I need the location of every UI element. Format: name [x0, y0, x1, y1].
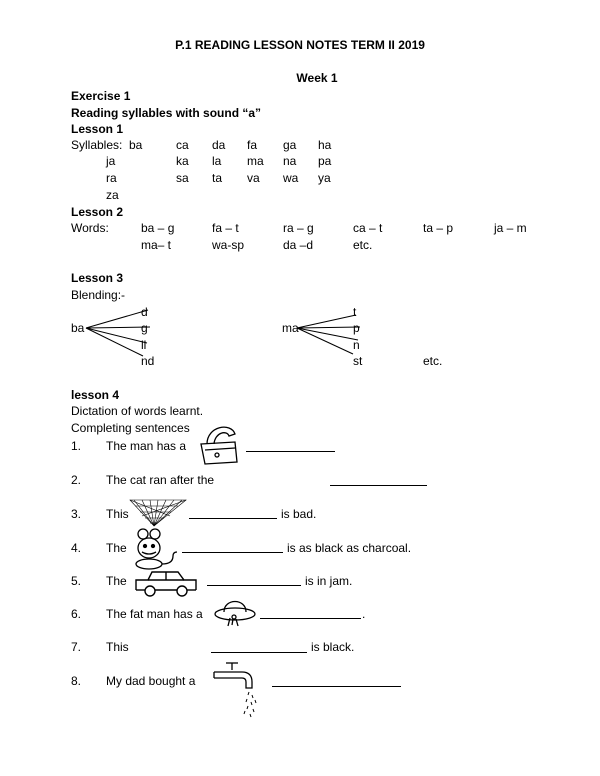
syllable: ga — [283, 138, 297, 152]
completing-text: Completing sentences — [71, 421, 190, 435]
blend-root-right: ma — [282, 321, 299, 335]
syllable: ra — [106, 171, 117, 185]
car-icon — [134, 568, 198, 598]
blend-root-left: ba — [71, 321, 85, 335]
word: ba – g — [141, 221, 175, 235]
sentence-number: 6. — [71, 607, 82, 621]
syllable: sa — [176, 171, 189, 185]
lesson4-heading: lesson 4 — [71, 388, 120, 402]
lesson1-heading: Lesson 1 — [71, 122, 124, 136]
sentence-number: 5. — [71, 574, 82, 588]
sentence-ending: is in jam. — [305, 574, 353, 588]
word: ca – t — [353, 221, 383, 235]
sentence-number: 7. — [71, 640, 82, 654]
hat-icon — [214, 594, 258, 628]
answer-blank[interactable] — [272, 686, 401, 687]
syllable: la — [212, 154, 222, 168]
rat-icon — [133, 526, 179, 570]
sentence-number: 8. — [71, 674, 82, 688]
blend-ending: nd — [141, 354, 155, 368]
lesson3-heading: Lesson 3 — [71, 271, 124, 285]
syllable: ka — [176, 154, 189, 168]
syllable: ma — [247, 154, 264, 168]
blend-ending: d — [141, 305, 148, 319]
sentence-number: 3. — [71, 507, 82, 521]
sentence-ending: is black. — [311, 640, 355, 654]
blend-ending: n — [353, 338, 360, 352]
answer-blank[interactable] — [189, 518, 277, 519]
answer-blank[interactable] — [207, 585, 301, 586]
word: ma– t — [141, 238, 172, 252]
lesson2-heading: Lesson 2 — [71, 205, 124, 219]
net-icon — [130, 498, 186, 528]
answer-blank[interactable] — [246, 451, 335, 452]
sentence-number: 4. — [71, 541, 82, 555]
words-label: Words: — [71, 221, 109, 235]
tap-icon — [212, 660, 264, 718]
syllable: fa — [247, 138, 258, 152]
syllables-label: Syllables: — [71, 138, 123, 152]
syllable: pa — [318, 154, 332, 168]
blend-ending: g — [141, 321, 148, 335]
blending-label: Blending:- — [71, 288, 126, 302]
sentence-text: This — [106, 507, 129, 521]
word: ja – m — [494, 221, 527, 235]
blend-etc: etc. — [423, 354, 443, 368]
blend-ending: ll — [141, 338, 147, 352]
syllable: ja — [106, 154, 116, 168]
syllable: da — [212, 138, 226, 152]
exercise-heading: Exercise 1 — [71, 89, 131, 103]
blend-ending: t — [353, 305, 357, 319]
word: ta – p — [423, 221, 454, 235]
sentence-text: My dad bought a — [106, 674, 196, 688]
syllable: wa — [283, 171, 299, 185]
word: ra – g — [283, 221, 314, 235]
sentence-number: 1. — [71, 439, 82, 453]
sentence-ending: is bad. — [281, 507, 317, 521]
sentence-text: This — [106, 640, 129, 654]
syllable: ya — [318, 171, 331, 185]
answer-blank[interactable] — [211, 652, 307, 653]
week-heading: Week 1 — [296, 71, 338, 85]
answer-blank[interactable] — [330, 485, 427, 486]
sentence-ending: . — [362, 607, 366, 621]
handbag-icon — [197, 420, 239, 466]
syllable: ba — [129, 138, 143, 152]
answer-blank[interactable] — [260, 618, 361, 619]
sentence-text: The man has a — [106, 439, 187, 453]
syllable: za — [106, 188, 119, 202]
blend-ending: p — [353, 321, 360, 335]
sentence-text: The — [106, 574, 127, 588]
sentence-text: The — [106, 541, 127, 555]
syllable: ha — [318, 138, 332, 152]
sentence-number: 2. — [71, 473, 82, 487]
answer-blank[interactable] — [182, 552, 283, 553]
blend-ending: st — [353, 354, 363, 368]
exercise-subtitle: Reading syllables with sound “a” — [71, 106, 262, 120]
dictation-text: Dictation of words learnt. — [71, 404, 204, 418]
sentence-text: The cat ran after the — [106, 473, 215, 487]
syllable: ta — [212, 171, 223, 185]
sentence-ending: is as black as charcoal. — [287, 541, 412, 555]
word: da –d — [283, 238, 314, 252]
page-title: P.1 READING LESSON NOTES TERM II 2019 — [175, 38, 425, 52]
syllable: ca — [176, 138, 189, 152]
sentence-text: The fat man has a — [106, 607, 203, 621]
syllable: va — [247, 171, 260, 185]
word: etc. — [353, 238, 373, 252]
syllable: na — [283, 154, 297, 168]
word: fa – t — [212, 221, 239, 235]
word: wa-sp — [212, 238, 245, 252]
